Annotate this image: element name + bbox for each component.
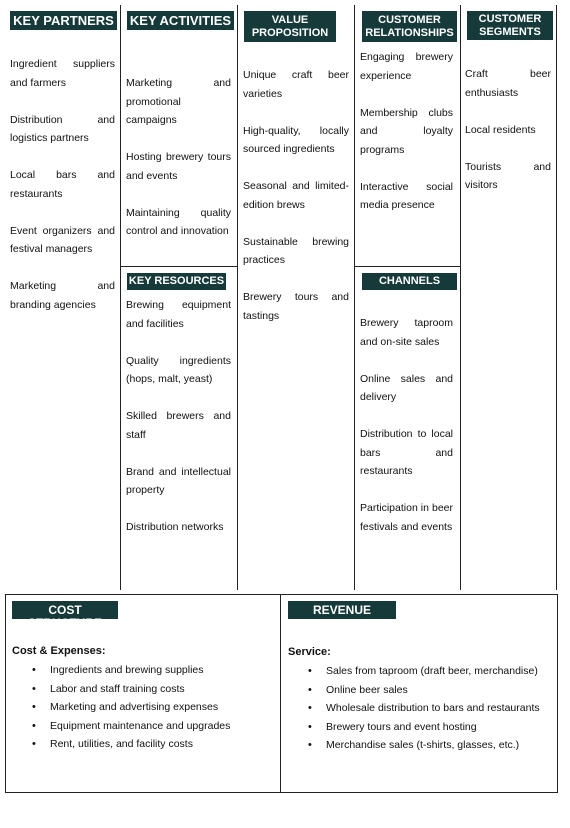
revenue-list [288, 662, 553, 755]
list-item: Seasonal and limited-edition brews [243, 180, 349, 211]
list-item: • Equipment maintenance and upgrades [50, 717, 274, 736]
list-item: Participation in beer festivals and events [360, 502, 453, 533]
key-activities-list [126, 74, 231, 259]
list-item: Interactive social media presence [360, 180, 453, 211]
list-item: Distribution to local bars and restaurants [360, 428, 453, 477]
list-item: Local residents [465, 123, 536, 136]
value-proposition-list [243, 66, 349, 344]
divider [354, 5, 355, 590]
divider [354, 266, 460, 267]
list-item: Marketing and promotional campaigns [126, 77, 231, 126]
list-item: Brewing equipment and facilities [126, 299, 231, 330]
key-resources-header: KEY RESOURCES [127, 273, 226, 290]
customer-segments-header: CUSTOMER SEGMENTS [467, 11, 553, 40]
list-item: • Ingredients and brewing supplies [50, 661, 274, 680]
list-item: Brewery taproom and on-site sales [360, 317, 453, 348]
divider [460, 5, 461, 590]
list-item: High-quality, locally sourced ingredients [243, 124, 349, 155]
list-item: Craft beer enthusiasts [465, 68, 551, 99]
list-item: • Labor and staff training costs [50, 680, 274, 699]
revenue-content [288, 646, 553, 755]
divider [120, 5, 121, 590]
list-item: • Merchandise sales (t-shirts, glasses, etc.) [326, 736, 553, 755]
cost-structure-content [12, 645, 274, 754]
divider [280, 594, 281, 793]
cost-structure-list [12, 661, 274, 754]
list-item: Maintaining quality control and innovation [126, 206, 231, 237]
value-proposition-header: VALUE PROPOSITION [244, 11, 336, 42]
key-partners-header: KEY PARTNERS [10, 11, 117, 30]
key-partners-list [10, 55, 115, 333]
list-item: Brand and intellectual property [126, 465, 231, 496]
divider [556, 5, 557, 590]
list-item: • Online beer sales [326, 681, 553, 700]
list-item: • Brewery tours and event hosting [326, 718, 553, 737]
cost-structure-subtitle: Cost & Expenses: [12, 645, 106, 657]
divider [237, 5, 238, 590]
list-item: Sustainable brewing practices [243, 235, 349, 266]
list-item: Hosting brewery tours and events [126, 151, 231, 182]
customer-relationships-header: CUSTOMER RELATIONSHIPS [362, 11, 457, 42]
list-item: • Rent, utilities, and facility costs [50, 735, 274, 754]
key-resources-list [126, 296, 231, 555]
list-item: Membership clubs and loyalty programs [360, 106, 453, 156]
list-item: Skilled brewers and staff [126, 410, 231, 441]
list-item: Quality ingredients (hops, malt, yeast) [126, 354, 231, 385]
list-item: • Marketing and advertising expenses [50, 698, 274, 717]
list-item: Unique craft beer varieties [243, 69, 349, 100]
list-item: • Sales from taproom (draft beer, merchandise) [326, 662, 553, 681]
list-item: Ingredient suppliers and farmers [10, 58, 115, 89]
list-item: Engaging brewery experience [360, 51, 453, 82]
channels-header: CHANNELS [362, 273, 457, 290]
customer-segments-list [465, 65, 551, 213]
list-item: • Wholesale distribution to bars and restaurants [326, 699, 553, 718]
list-item: Distribution networks [126, 521, 224, 533]
list-item: Event organizers and festival managers [10, 224, 115, 255]
revenue-subtitle: Service: [288, 646, 331, 658]
list-item: Distribution and logistics partners [10, 113, 115, 144]
channels-list [360, 314, 453, 555]
cost-structure-header: COST STRUCTURE [12, 601, 118, 619]
list-item: Marketing and branding agencies [10, 280, 115, 311]
list-item: Tourists and visitors [465, 160, 551, 191]
list-item: Local bars and restaurants [10, 169, 115, 200]
list-item: Brewery tours and tastings [243, 291, 349, 322]
divider [120, 266, 237, 267]
key-activities-header: KEY ACTIVITIES [127, 11, 234, 30]
list-item: Online sales and delivery [360, 372, 453, 403]
customer-relationships-list [360, 48, 453, 233]
revenue-header: REVENUE [288, 601, 396, 619]
